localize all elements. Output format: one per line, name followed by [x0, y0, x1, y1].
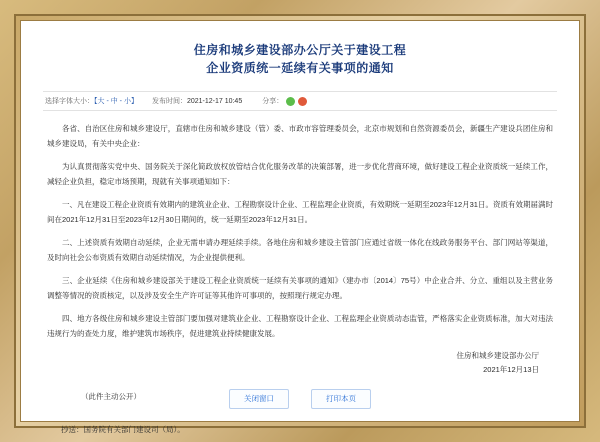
publish-date-label: 发布时间：	[151, 98, 187, 105]
font-size-options[interactable]: 【大 - 中 - 小】	[94, 98, 138, 105]
document-meta-bar	[43, 91, 557, 111]
paragraph-item-4: 四、地方各级住房和城乡建设主管部门要加强对建筑业企业、工程勘察设计企业、工程监理企业资质动态监管，严格落实企业资质标准，加大对违法违规行为的查处力度，维护建筑市场秩序，促进建筑业持续健康发展。	[47, 314, 553, 338]
public-release-note: （此件主动公开）	[81, 392, 141, 401]
font-size-control[interactable]	[45, 96, 138, 106]
paragraph-addressee: 各省、自治区住房和城乡建设厅，直辖市住房和城乡建设（管）委、市政市容管理委员会，北京市规划和自然资源委员会，新疆生产建设兵团住房和城乡建设局，有关中央企业：	[47, 124, 553, 148]
document-body	[47, 121, 553, 341]
font-size-label: 选择字体大小：	[45, 98, 94, 105]
page-title-line-2: 企业资质统一延续有关事项的通知	[206, 61, 394, 75]
close-window-button[interactable]: 关闭窗口	[229, 389, 289, 409]
signature-date: 2021年12月13日	[483, 365, 539, 374]
paragraph-intro: 为认真贯彻落实党中央、国务院关于深化简政放权放管结合优化服务改革的决策部署，进一步优化营商环境，做好建设工程企业资质统一延续工作，减轻企业负担，稳定市场预期，现就有关事项通知如下：	[47, 162, 553, 186]
share-control	[262, 96, 307, 106]
paragraph-item-1: 一、凡在建设工程企业资质有效期内的建筑业企业、工程勘察设计企业、工程监理企业资质，有效期统一延期至2023年12月31日。资质有效期届满时间在2021年12月31日至2023年12月30日期间的，统一延期至2023年12月31日。	[47, 200, 553, 224]
document-viewport	[20, 20, 580, 434]
action-button-row	[21, 389, 579, 409]
signature-block	[47, 349, 539, 377]
page-title-line-1: 住房和城乡建设部办公厅关于建设工程	[193, 43, 407, 57]
paragraph-item-3: 三、企业延续《住房和城乡建设部关于建设工程企业资质统一延续有关事项的通知》（建办市〔2014〕75号）中企业合并、分立、重组以及主营业务调整等情况的资质核定，以及涉及安全生产许可证等其他许可事项的，按照现行规定办理。	[47, 276, 553, 300]
share-label: 分享：	[262, 98, 284, 105]
frame-inner-border	[14, 14, 586, 434]
page-title	[21, 21, 579, 77]
wechat-icon[interactable]	[286, 97, 295, 106]
publish-date-value: 2021-12-17 10:45	[186, 98, 243, 105]
print-page-button[interactable]: 打印本页	[311, 389, 371, 409]
signature-organization: 住房和城乡建设部办公厅	[456, 351, 539, 360]
weibo-icon[interactable]	[298, 97, 307, 106]
publish-date	[152, 96, 242, 106]
carbon-copy-note: 抄送：国务院有关部门建设司（局）。	[61, 425, 185, 434]
paragraph-item-2: 二、上述资质有效期自动延续，企业无需申请办理延续手续。各地住房和城乡建设主管部门应通过省级一体化在线政务服务平台、部门网站等渠道，及时向社会公布资质有效期自动延续情况，为企业提供便利。	[47, 238, 553, 262]
document-page	[21, 21, 579, 434]
